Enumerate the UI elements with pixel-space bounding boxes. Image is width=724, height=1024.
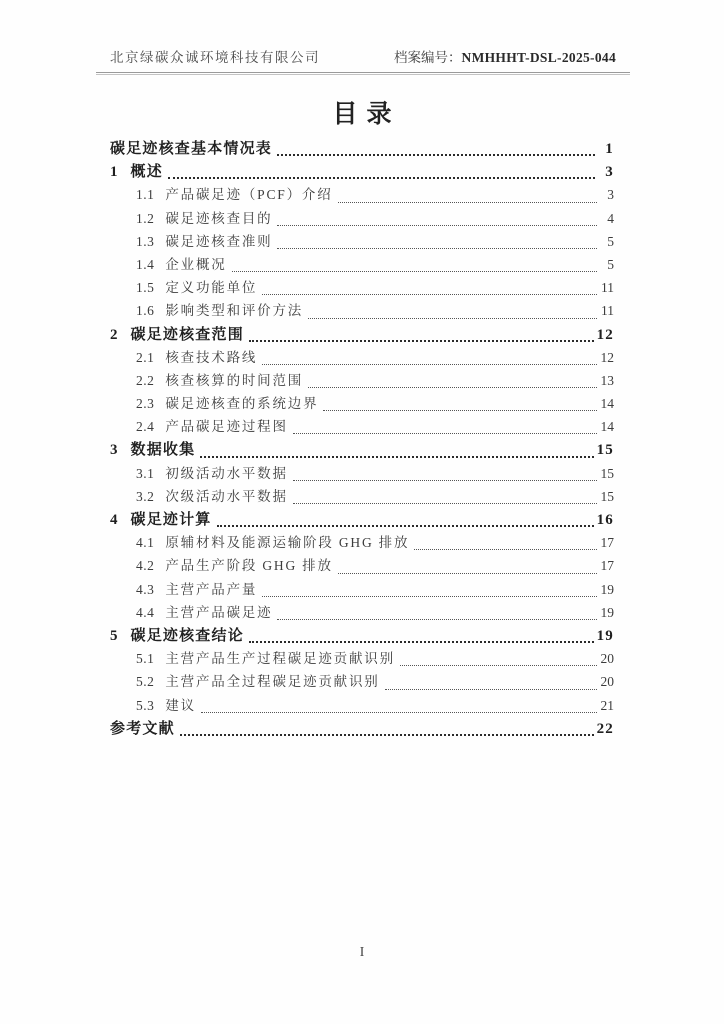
toc-entry-number: 4.3 bbox=[136, 581, 155, 597]
toc-entry-number: 1.4 bbox=[136, 256, 155, 272]
toc-leader-dots bbox=[323, 410, 597, 411]
toc-entry-number: 3 bbox=[110, 442, 118, 459]
toc-leader-dots bbox=[262, 364, 597, 365]
toc-entry-label: 主营产品产量 bbox=[165, 581, 258, 597]
toc-entry bbox=[110, 717, 614, 740]
toc-leader-dots bbox=[217, 525, 594, 527]
toc-entry-label: 定义功能单位 bbox=[165, 280, 258, 296]
toc-entry-label: 产品生产阶段 GHG 排放 bbox=[165, 558, 333, 574]
toc-leader-dots bbox=[249, 641, 594, 643]
toc-entry-label: 碳足迹核查的系统边界 bbox=[165, 396, 319, 412]
toc-entry-page: 11 bbox=[601, 303, 614, 319]
toc-entry-number: 3.2 bbox=[136, 488, 155, 504]
toc-entry-label: 概述 bbox=[130, 164, 163, 181]
footer-page-number: I bbox=[359, 944, 365, 959]
toc-entry-label: 初级活动水平数据 bbox=[165, 465, 288, 481]
toc-entry bbox=[110, 323, 614, 346]
toc-entry-label: 影响类型和评价方法 bbox=[165, 303, 304, 319]
toc-entry bbox=[110, 346, 614, 369]
page-header bbox=[96, 46, 630, 75]
toc-leader-dots bbox=[400, 665, 597, 666]
toc-entry-page: 19 bbox=[600, 604, 614, 620]
toc-entry-label: 碳足迹核查目的 bbox=[165, 210, 273, 226]
toc-entry-number: 2.3 bbox=[136, 396, 155, 412]
toc-leader-dots bbox=[308, 387, 597, 388]
toc-entry-page: 13 bbox=[600, 372, 614, 388]
toc-entry-page: 19 bbox=[600, 581, 614, 597]
toc-entry-page: 1 bbox=[605, 141, 614, 157]
toc-entry bbox=[110, 438, 614, 461]
toc-entry-number: 1.1 bbox=[136, 187, 155, 203]
toc-entry bbox=[110, 183, 614, 206]
toc-leader-dots bbox=[277, 619, 597, 620]
toc-entry-page: 15 bbox=[600, 488, 614, 504]
toc-entry-page: 19 bbox=[596, 627, 614, 644]
toc-entry-label: 企业概况 bbox=[165, 256, 227, 272]
toc-entry-label: 数据收集 bbox=[130, 442, 196, 459]
toc-entry-number: 1.2 bbox=[136, 210, 155, 226]
toc-entry bbox=[110, 694, 614, 717]
toc-entry-label: 核查核算的时间范围 bbox=[165, 372, 304, 388]
toc-entry-label: 主营产品生产过程碳足迹贡献识别 bbox=[165, 651, 395, 667]
toc-leader-dots bbox=[385, 689, 597, 690]
page-title: 目录 bbox=[332, 101, 401, 128]
toc-entry-label: 碳足迹计算 bbox=[130, 512, 212, 528]
toc-entry-number: 3.1 bbox=[136, 465, 155, 481]
toc-entry bbox=[110, 299, 614, 322]
toc-entry-page: 3 bbox=[605, 164, 614, 181]
toc-entry-label: 碳足迹核查准则 bbox=[165, 233, 273, 249]
toc-entry-number: 4.4 bbox=[136, 604, 155, 620]
toc-entry bbox=[110, 253, 614, 276]
toc-entry-page: 12 bbox=[596, 326, 614, 343]
toc-entry-number: 4.1 bbox=[136, 535, 155, 551]
toc-entry-number: 5 bbox=[110, 627, 118, 644]
toc-entry-label: 次级活动水平数据 bbox=[165, 488, 288, 504]
toc-entry bbox=[110, 670, 614, 693]
toc-entry-page: 12 bbox=[600, 349, 614, 365]
file-number bbox=[394, 46, 616, 66]
toc-entry-page: 11 bbox=[601, 280, 614, 296]
toc-list bbox=[110, 137, 614, 740]
toc-entry-label: 产品碳足迹（PCF）介绍 bbox=[165, 187, 333, 203]
toc-entry bbox=[110, 137, 614, 160]
toc-leader-dots bbox=[293, 480, 597, 481]
file-number-label: 档案编号： bbox=[394, 50, 462, 65]
toc-entry bbox=[110, 624, 614, 647]
toc-leader-dots bbox=[277, 225, 597, 226]
header-rule bbox=[96, 72, 630, 75]
toc-entry bbox=[110, 647, 614, 670]
toc-entry-number: 4 bbox=[110, 512, 118, 528]
toc-entry bbox=[110, 369, 614, 392]
toc-entry-page: 4 bbox=[607, 210, 614, 226]
toc-leader-dots bbox=[201, 712, 597, 713]
toc-entry-label: 碳足迹核查基本情况表 bbox=[110, 141, 273, 157]
toc-leader-dots bbox=[232, 271, 597, 272]
toc-leader-dots bbox=[168, 177, 595, 179]
toc-entry-number: 5.3 bbox=[136, 697, 155, 713]
toc-entry bbox=[110, 462, 614, 485]
toc-leader-dots bbox=[262, 294, 597, 295]
toc-leader-dots bbox=[338, 573, 597, 574]
toc-entry-label: 核查技术路线 bbox=[165, 349, 258, 365]
company-name: 北京绿碳众诚环境科技有限公司 bbox=[110, 50, 320, 65]
toc-entry-page: 16 bbox=[596, 512, 614, 528]
toc-leader-dots bbox=[414, 549, 597, 550]
toc-leader-dots bbox=[308, 318, 597, 319]
toc-entry-number: 5.2 bbox=[136, 674, 155, 690]
toc-entry-number: 1.5 bbox=[136, 280, 155, 296]
toc-entry-page: 20 bbox=[600, 651, 614, 667]
toc-entry bbox=[110, 508, 614, 531]
toc-entry-number: 1 bbox=[110, 164, 118, 181]
toc-leader-dots bbox=[262, 596, 597, 597]
toc-entry-page: 15 bbox=[600, 465, 614, 481]
toc-entry-page: 21 bbox=[600, 697, 614, 713]
toc-entry-page: 22 bbox=[596, 720, 614, 737]
toc-leader-dots bbox=[200, 456, 593, 458]
toc-leader-dots bbox=[180, 734, 594, 736]
toc-entry bbox=[110, 531, 614, 554]
toc-entry-page: 20 bbox=[600, 674, 614, 690]
toc-entry-page: 3 bbox=[607, 187, 614, 203]
toc-entry-number: 1.6 bbox=[136, 303, 155, 319]
toc-entry bbox=[110, 415, 614, 438]
toc-entry-page: 14 bbox=[600, 419, 614, 435]
toc-leader-dots bbox=[293, 503, 597, 504]
toc-entry bbox=[110, 160, 614, 183]
toc-entry-label: 建议 bbox=[165, 697, 196, 713]
toc-entry bbox=[110, 601, 614, 624]
toc-entry-label: 主营产品全过程碳足迹贡献识别 bbox=[165, 674, 380, 690]
toc-leader-dots bbox=[277, 154, 595, 156]
toc-entry-number: 5.1 bbox=[136, 651, 155, 667]
toc-entry-label: 主营产品碳足迹 bbox=[165, 604, 273, 620]
toc-entry-number: 2 bbox=[110, 326, 118, 343]
toc-entry-page: 17 bbox=[600, 558, 614, 574]
toc-entry-label: 碳足迹核查范围 bbox=[130, 326, 244, 343]
toc-entry-number: 1.3 bbox=[136, 233, 155, 249]
toc-leader-dots bbox=[277, 248, 597, 249]
toc-entry bbox=[110, 207, 614, 230]
toc-entry bbox=[110, 230, 614, 253]
toc-entry-number: 2.4 bbox=[136, 419, 155, 435]
toc-leader-dots bbox=[338, 202, 598, 203]
toc-entry bbox=[110, 554, 614, 577]
toc-entry-page: 5 bbox=[607, 233, 614, 249]
toc-entry bbox=[110, 578, 614, 601]
toc-entry-label: 原辅材料及能源运输阶段 GHG 排放 bbox=[165, 535, 410, 551]
toc-entry-page: 15 bbox=[596, 442, 614, 459]
toc-entry-page: 5 bbox=[607, 256, 614, 272]
toc-entry bbox=[110, 276, 614, 299]
toc-entry bbox=[110, 392, 614, 415]
toc-entry-label: 产品碳足迹过程图 bbox=[165, 419, 288, 435]
toc-entry-number: 2.1 bbox=[136, 349, 155, 365]
toc-leader-dots bbox=[293, 433, 597, 434]
toc-entry-number: 4.2 bbox=[136, 558, 155, 574]
toc-entry-page: 14 bbox=[600, 396, 614, 412]
toc-entry-label: 碳足迹核查结论 bbox=[130, 627, 244, 644]
toc-entry-label: 参考文献 bbox=[110, 720, 175, 737]
toc-entry bbox=[110, 485, 614, 508]
toc-entry-page: 17 bbox=[600, 535, 614, 551]
toc-leader-dots bbox=[249, 340, 594, 342]
file-number-value: NMHHHT-DSL-2025-044 bbox=[461, 50, 616, 65]
toc-entry-number: 2.2 bbox=[136, 372, 155, 388]
